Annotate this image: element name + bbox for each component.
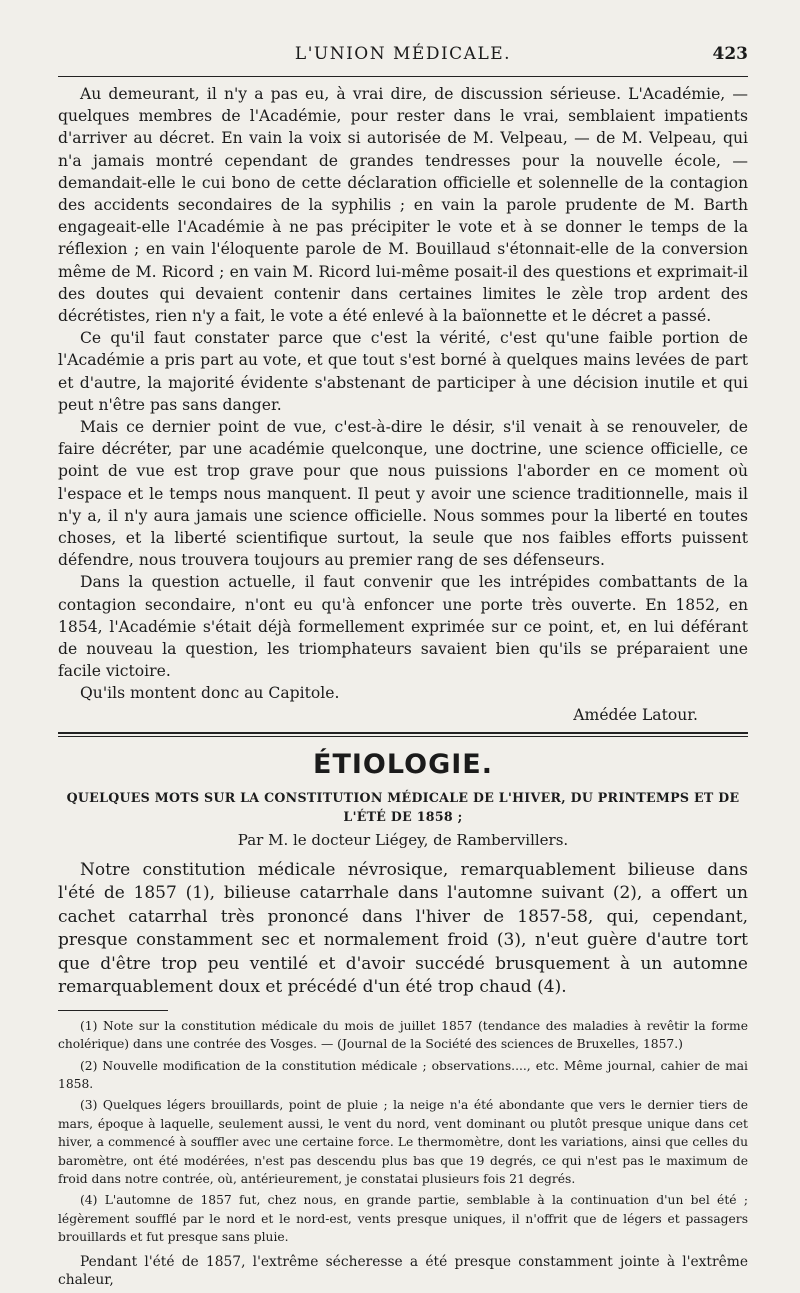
footnote: (1) Note sur la constitution médicale du mois de juillet 1857 (tendance des maladies à revêtir la forme cholérique) dans une contrée des Vosges. — (Journal de la Société des sciences de Bruxelles, 1857.) [58,1018,748,1052]
paragraph: Dans la question actuelle, il faut convenir que les intrépides combattants de la contagion secondaire, n'ont eu qu'à enfoncer une porte très ouverte. En 1852, en 1854, l'Académie s'était déjà formellement exprimée sur ce point, et, en lui déférant de nouveau la question, les triomphateurs savaient bien qu'ils se préparaient une facile victoire. [58,573,748,681]
paragraph: Au demeurant, il n'y a pas eu, à vrai dire, de discussion sérieuse. L'Académie, — quelques membres de l'Académie, pour rester dans le vrai, semblaient impatients d'arriver au décret. En vain la voix si autorisée de M. Velpeau, — de M. Velpeau, qui n'a jamais montré cependant de grandes tendresses pour la nouvelle école, — demandait-elle le cui bono de cette déclaration officielle et solennelle de la contagion des accidents secondaires de la syphilis ; en vain la parole prudente de M. Barth engageait-elle l'Académie à ne pas précipiter le vote et à se donner le temps de la réflexion ; en vain l'éloquente parole de M. Bouillaud s'étonnait-elle de la conversion même de M. Ricord ; en vain M. Ricord lui-même posait-il des questions et exprimait-il des doutes qui devaient contenir dans certaines limites le zèle trop ardent des décrétistes, rien n'y a fait, le vote a été enlevé à la baïonnette et le décret a passé. [58,85,748,326]
paragraph: Ce qu'il faut constater parce que c'est la vérité, c'est qu'une faible portion de l'Académie a pris part au vote, et que tout s'est borné à quelques mains levées de part et d'autre, la majorité évidente s'abstenant de participer à une décision inutile et qui peut n'être pas sans danger. [58,329,748,414]
article-title: QUELQUES MOTS SUR LA CONSTITUTION MÉDICALE DE L'HIVER, DU PRINTEMPS ET DE L'ÉTÉ DE 1858 ; [66,789,740,824]
footnote-rule [58,1010,168,1011]
footnotes [58,1017,748,1290]
paragraph: Qu'ils montent donc au Capitole. [80,684,340,703]
running-head [58,40,748,74]
author-signature: Amédée Latour. [573,705,698,724]
footnote: (4) L'automne de 1857 fut, chez nous, en grande partie, semblable à la continuation d'un bel été ; légèrement soufflé par le nord et le nord-est, vents presque uniques, il n'offrit que de légers et passagers brouillards et fut presque sans pluie. [58,1193,748,1245]
footnote: (3) Quelques légers brouillards, point de pluie ; la neige n'a été abondante que vers le dernier tiers de mars, époque à laquelle, seulement aussi, le vent du nord, vent dominant ou plutôt presque unique dans cet hiver, a commencé à souffler avec une certaine force. Le thermomètre, dont les variations, ainsi que celles du baromètre, ont été modérées, n'est pas descendu plus bas que 19 degrés, ce qui n'est pas le maximum de froid dans notre contrée, où, antérieurement, je constatai plusieurs fois 21 degrés. [58,1098,748,1186]
footnote-continuation: Pendant l'été de 1857, l'extrême sécheresse a été presque constamment jointe à l'extrême chaleur, [58,1253,748,1288]
journal-title: L'UNION MÉDICALE. [294,44,512,64]
paragraph: Mais ce dernier point de vue, c'est-à-dire le désir, s'il venait à se renouveler, de faire décréter, par une académie quelconque, une doctrine, une science officielle, ce point de vue est trop grave pour que nous puissions l'aborder en ce moment où l'espace et le temps nous manquent. Il peut y avoir une science traditionnelle, mais il n'y a, il n'y aura jamais une science officielle. Nous sommes pour la liberté en toutes choses, et la liberté scientifique surtout, la seule que nos faibles efforts puissent défendre, nous trouvera toujours au premier rang de ses défenseurs. [58,418,748,570]
footnote: (2) Nouvelle modification de la constitution médicale ; observations...., etc. Même journal, cahier de mai 1858. [58,1058,748,1091]
lead-paragraph: Notre constitution médicale névrosique, remarquablement bilieuse dans l'été de 1857 (1), bilieuse catarrhale dans l'automne suivant (2), a offert un cachet catarrhal très prononcé dans l'hiver de 1857-58, qui, cependant, presque constamment sec et normalement froid (3), n'eut guère d'autre tort que d'être trop peu ventilé et d'avoir succédé brusquement à un automne remarquablement doux et précédé d'un été trop chaud (4). [58,859,748,998]
article-lead [58,859,748,1000]
header-rule [58,76,748,77]
byline: Par M. le docteur Liégey, de Rambervillers. [237,830,569,849]
page-number: 423 [712,44,748,64]
section-title: ÉTIOLOGIE. [313,748,493,780]
section-divider [58,732,748,737]
first-article [58,83,748,705]
journal-page [58,40,748,1292]
